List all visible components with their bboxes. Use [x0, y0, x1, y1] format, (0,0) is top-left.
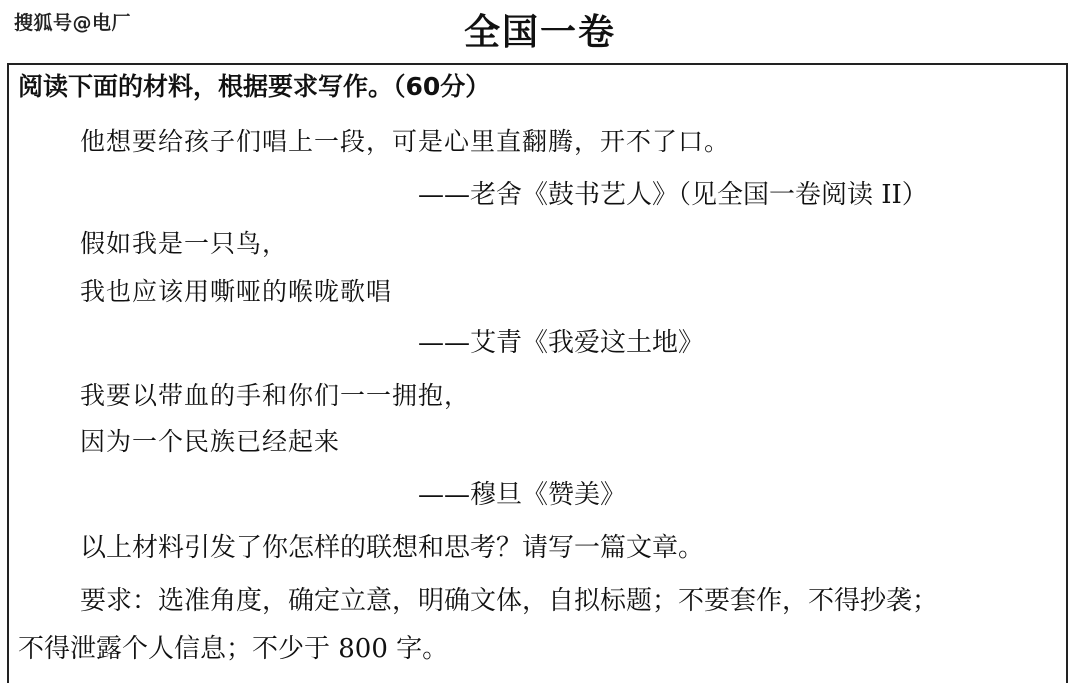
passage-line: 我要以带血的手和你们一一拥抱，	[80, 381, 471, 410]
question-text: 以上材料引发了你怎样的联想和思考？请写一篇文章。	[80, 533, 705, 563]
page-title: 全国一卷	[463, 12, 616, 53]
passage-line: 他想要给孩子们唱上一段，可是心里直翻腾，开不了口。	[80, 127, 731, 156]
passage-line: 我也应该用嘶哑的喉咙歌唱	[80, 277, 393, 306]
prompt-text: 阅读下面的材料，根据要求写作。（60分）	[18, 72, 491, 101]
requirements-line-1: 要求：选准角度，确定立意，明确文体，自拟标题；不要套作，不得抄袭；	[80, 586, 939, 616]
passage-line: 因为一个民族已经起来	[80, 427, 341, 456]
passage-line: 假如我是一只鸟，	[80, 229, 289, 258]
citation-aiqing: ——艾青《我爱这土地》	[418, 328, 705, 358]
citation-laoshe: ——老舍《鼓书艺人》（见全国一卷阅读 II）	[418, 180, 928, 210]
watermark: 搜狐号@电厂	[14, 12, 132, 34]
requirements-line-2: 不得泄露个人信息；不少于 800 字。	[18, 634, 449, 664]
citation-mudan: ——穆旦《赞美》	[418, 480, 627, 510]
